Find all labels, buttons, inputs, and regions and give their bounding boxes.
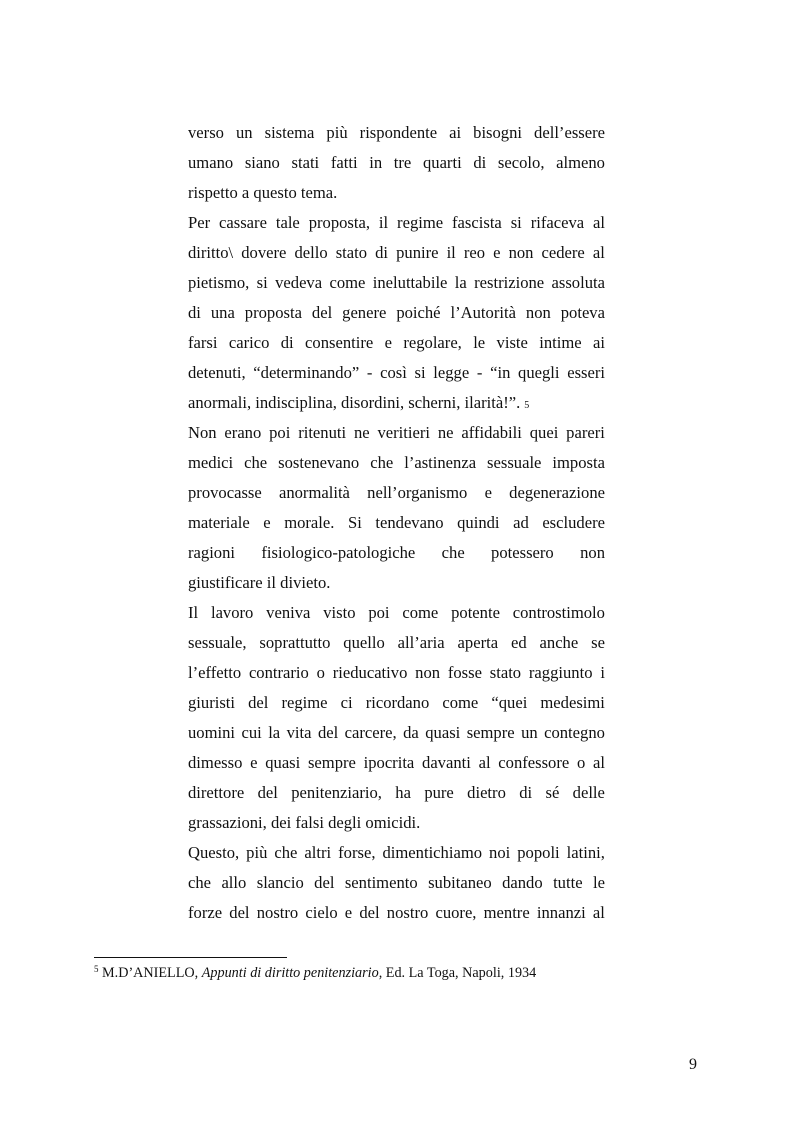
body-text bbox=[188, 118, 605, 928]
text-line: farsi carico di consentire e regolare, le viste intime ai bbox=[188, 333, 605, 352]
text-line: umano siano stati fatti in tre quarti di secolo, almeno bbox=[188, 153, 605, 172]
footnote-number: 5 bbox=[94, 964, 99, 974]
text-line: rispetto a questo tema. bbox=[188, 183, 338, 202]
footnote-author: M.D’ANIELLO, bbox=[102, 965, 202, 981]
text-line: di una proposta del genere poiché l’Autorità non poteva bbox=[188, 303, 605, 322]
text-line: grassazioni, dei falsi degli omicidi. bbox=[188, 813, 421, 832]
text-line: giuristi del regime ci ricordano come “quei medesimi bbox=[188, 693, 605, 712]
text-line: diritto\ dovere dello stato di punire il reo e non cedere al bbox=[188, 243, 605, 262]
text-line: Per cassare tale proposta, il regime fascista si rifaceva al bbox=[188, 213, 605, 232]
text-line: pietismo, si vedeva come ineluttabile la restrizione assoluta bbox=[188, 273, 605, 292]
footnote-separator bbox=[94, 957, 287, 958]
text-line: che allo slancio del sentimento subitaneo dando tutte le bbox=[188, 873, 605, 892]
footnote bbox=[94, 964, 536, 982]
text-line: sessuale, soprattutto quello all’aria aperta ed anche se bbox=[188, 633, 605, 652]
text-line: medici che sostenevano che l’astinenza sessuale imposta bbox=[188, 453, 605, 472]
text-line: giustificare il divieto. bbox=[188, 573, 331, 592]
text-line: Il lavoro veniva visto poi come potente controstimolo bbox=[188, 603, 605, 622]
footnote-publication: , Ed. La Toga, Napoli, 1934 bbox=[378, 965, 537, 981]
text-line: direttore del penitenziario, ha pure dietro di sé delle bbox=[188, 783, 605, 802]
text-line: forze del nostro cielo e del nostro cuore, mentre innanzi al bbox=[188, 903, 605, 922]
text-line: provocasse anormalità nell’organismo e degenerazione bbox=[188, 483, 605, 502]
text-line: Non erano poi ritenuti ne veritieri ne affidabili quei pareri bbox=[188, 423, 605, 442]
text-line: dimesso e quasi sempre ipocrita davanti al confessore o al bbox=[188, 753, 605, 772]
text-line: verso un sistema più rispondente ai bisogni dell’essere bbox=[188, 123, 605, 142]
text-line: ragioni fisiologico-patologiche che potessero non bbox=[188, 543, 605, 562]
text-line: anormali, indisciplina, disordini, scherni, ilarità!”. 5 bbox=[188, 393, 530, 412]
text-line: l’effetto contrario o rieducativo non fosse stato raggiunto i bbox=[188, 663, 605, 682]
text-line: detenuti, “determinando” - così si legge - “in quegli esseri bbox=[188, 363, 605, 382]
text-line: uomini cui la vita del carcere, da quasi sempre un contegno bbox=[188, 723, 605, 742]
page-number: 9 bbox=[689, 1056, 697, 1073]
text-line: Questo, più che altri forse, dimentichiamo noi popoli latini, bbox=[188, 843, 605, 862]
footnote-title: Appunti di diritto penitenziario bbox=[201, 965, 379, 981]
text-line: materiale e morale. Si tendevano quindi ad escludere bbox=[188, 513, 605, 532]
